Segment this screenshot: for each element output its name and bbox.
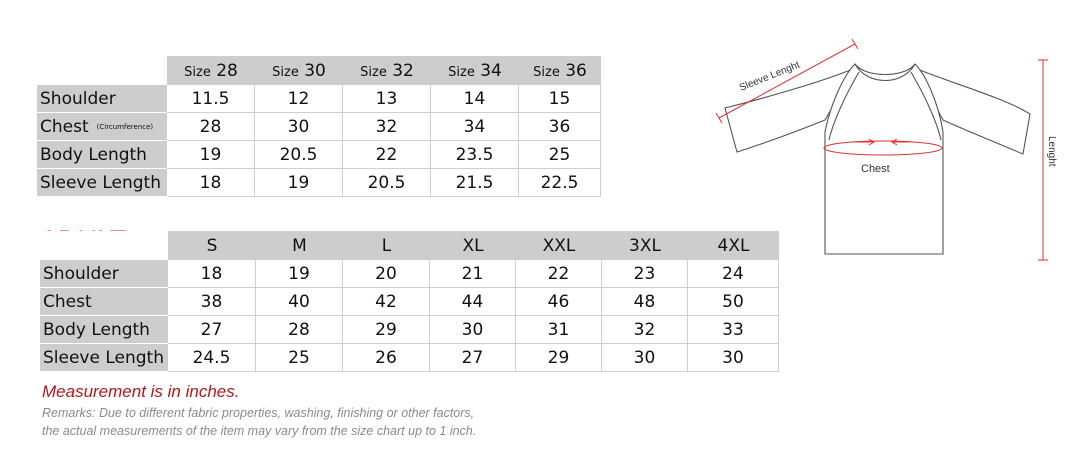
table-corner xyxy=(37,56,167,85)
size-header xyxy=(519,56,601,85)
table-cell: 14 xyxy=(431,85,519,113)
remarks-line: Remarks: Due to different fabric properties, washing, finishing or other factors, xyxy=(42,406,475,420)
table-row xyxy=(40,260,779,288)
table-cell: 24.5 xyxy=(168,344,256,372)
table-cell: 18 xyxy=(167,169,255,197)
length-label: Lenght xyxy=(1046,136,1057,167)
table-cell: 27 xyxy=(430,344,516,372)
shirt-body xyxy=(825,64,943,254)
measurement-unit-note: Measurement is in inches. xyxy=(42,382,240,401)
table-cell: 21 xyxy=(430,260,516,288)
table-cell: 30 xyxy=(255,113,343,141)
table-cell: 42 xyxy=(343,288,430,316)
table-cell: 32 xyxy=(343,113,431,141)
adult-size-table xyxy=(40,231,779,372)
size-header xyxy=(255,56,343,85)
chest-circumference-note: (Circumference) xyxy=(96,122,154,131)
row-label: Shoulder xyxy=(37,85,167,113)
table-cell: 19 xyxy=(256,260,343,288)
table-cell: 46 xyxy=(516,288,602,316)
size-header xyxy=(431,56,519,85)
size-header: M xyxy=(256,231,343,260)
table-cell: 24 xyxy=(688,260,779,288)
table-cell: 13 xyxy=(343,85,431,113)
table-cell: 50 xyxy=(688,288,779,316)
size-header: L xyxy=(343,231,430,260)
table-cell: 25 xyxy=(256,344,343,372)
table-cell: 20 xyxy=(343,260,430,288)
table-cell: 12 xyxy=(255,85,343,113)
table-cell: 30 xyxy=(602,344,688,372)
row-label: Body Length xyxy=(40,316,168,344)
table-cell: 18 xyxy=(168,260,256,288)
shirt-measurement-diagram xyxy=(705,36,1065,266)
table-cell: 34 xyxy=(431,113,519,141)
size-prefix: Size xyxy=(448,64,475,80)
table-row xyxy=(37,85,601,113)
remarks-line: the actual measurements of the item may vary from the size chart up to 1 inch. xyxy=(42,424,477,438)
table-cell: 20.5 xyxy=(255,141,343,169)
table-row xyxy=(37,113,601,141)
size-header: XL xyxy=(430,231,516,260)
table-cell: 31 xyxy=(516,316,602,344)
size-prefix: Size xyxy=(533,64,560,80)
table-cell: 48 xyxy=(602,288,688,316)
chest-label: Chest xyxy=(40,116,89,137)
table-cell: 22 xyxy=(343,141,431,169)
table-row xyxy=(37,169,601,197)
remarks-text xyxy=(42,404,476,440)
size-header xyxy=(167,56,255,85)
table-corner xyxy=(40,231,168,260)
size-header: S xyxy=(168,231,256,260)
table-cell: 15 xyxy=(519,85,601,113)
table-cell: 23.5 xyxy=(431,141,519,169)
table-cell: 19 xyxy=(167,141,255,169)
size-value: 32 xyxy=(392,60,414,81)
table-cell: 33 xyxy=(688,316,779,344)
size-header xyxy=(343,56,431,85)
shirt-outline xyxy=(725,64,1030,254)
size-header: XXL xyxy=(516,231,602,260)
table-cell: 29 xyxy=(343,316,430,344)
size-prefix: Size xyxy=(272,64,299,80)
size-header: 4XL xyxy=(688,231,779,260)
size-prefix: Size xyxy=(184,64,211,80)
row-label: Sleeve Length xyxy=(37,169,167,197)
size-prefix: Size xyxy=(360,64,387,80)
row-label: Sleeve Length xyxy=(40,344,168,372)
table-cell: 28 xyxy=(256,316,343,344)
chest-label: Chest xyxy=(861,163,890,175)
table-cell: 40 xyxy=(256,288,343,316)
table-cell: 44 xyxy=(430,288,516,316)
children-header-row xyxy=(37,56,601,85)
size-value: 28 xyxy=(216,60,238,81)
table-cell: 11.5 xyxy=(167,85,255,113)
table-row xyxy=(40,288,779,316)
table-cell: 23 xyxy=(602,260,688,288)
table-cell: 28 xyxy=(167,113,255,141)
adult-header-row xyxy=(40,231,779,260)
table-row xyxy=(40,344,779,372)
table-row xyxy=(40,316,779,344)
size-value: 34 xyxy=(480,60,502,81)
size-value: 36 xyxy=(565,60,587,81)
table-cell: 19 xyxy=(255,169,343,197)
table-cell: 30 xyxy=(430,316,516,344)
table-cell: 38 xyxy=(168,288,256,316)
size-value: 30 xyxy=(304,60,326,81)
table-cell: 36 xyxy=(519,113,601,141)
table-cell: 22.5 xyxy=(519,169,601,197)
table-cell: 29 xyxy=(516,344,602,372)
table-row xyxy=(37,141,601,169)
table-cell: 32 xyxy=(602,316,688,344)
table-cell: 30 xyxy=(688,344,779,372)
row-label: Chest xyxy=(40,288,168,316)
table-cell: 20.5 xyxy=(343,169,431,197)
row-label: Body Length xyxy=(37,141,167,169)
table-cell: 25 xyxy=(519,141,601,169)
row-label xyxy=(37,113,167,141)
table-cell: 26 xyxy=(343,344,430,372)
table-cell: 27 xyxy=(168,316,256,344)
table-cell: 22 xyxy=(516,260,602,288)
sleeve-length-label: Sleeve Lenght xyxy=(738,59,802,94)
children-size-table xyxy=(37,56,601,197)
row-label: Shoulder xyxy=(40,260,168,288)
table-cell: 21.5 xyxy=(431,169,519,197)
size-header: 3XL xyxy=(602,231,688,260)
